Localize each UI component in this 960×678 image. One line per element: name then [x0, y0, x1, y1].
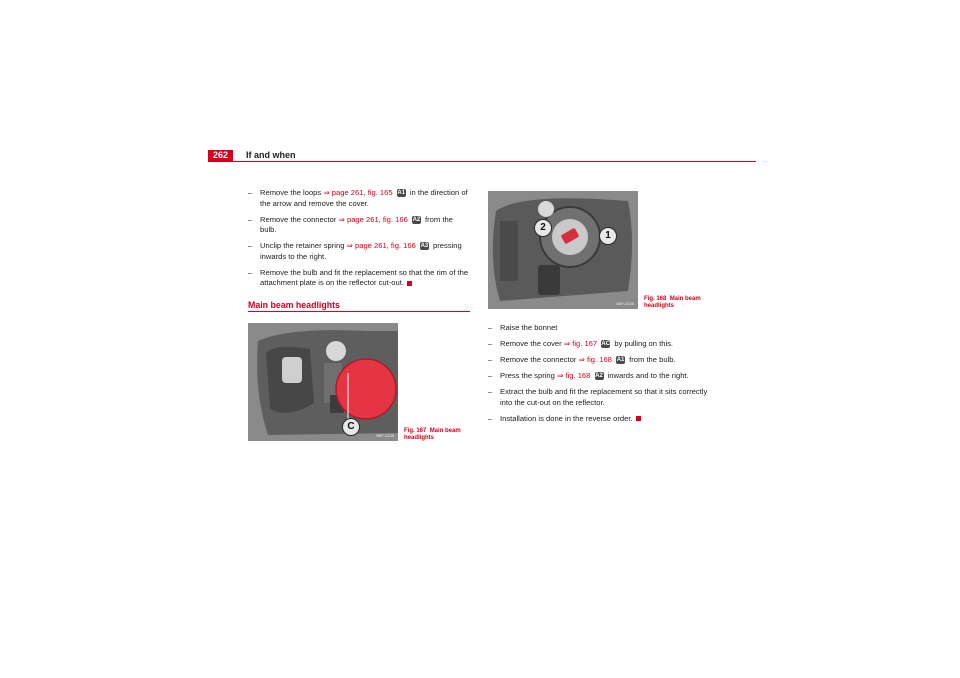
section-rule: [248, 311, 470, 312]
cross-reference-link[interactable]: ⇒ fig. 168: [556, 371, 591, 380]
list-item: – Remove the connector ⇒ page 261, fig. 166 A2 from the bulb.: [248, 214, 453, 234]
label-badge: A1: [616, 357, 625, 363]
figure-code: B5F-0136: [616, 301, 634, 306]
list-item: – Remove the loops ⇒ page 261, fig. 165 A1 in the direction of the arrow and remove the cover.: [248, 188, 468, 208]
cross-reference-link[interactable]: ⇒ fig. 167: [563, 339, 598, 348]
figure-167-image: [248, 323, 398, 441]
cross-reference-link[interactable]: ⇒ page 261, fig. 166: [338, 214, 408, 224]
label-badge: A1: [397, 190, 406, 196]
left-steps-list: [248, 188, 470, 294]
label-badge: A2: [595, 373, 603, 379]
label-badge: AC: [601, 341, 611, 347]
header-rule: [208, 161, 756, 162]
list-item: – Extract the bulb and fit the replacement so that it sits correctly into the cut-out on the reflector.: [488, 387, 708, 407]
section-title: Main beam headlights: [248, 300, 340, 310]
chapter-title: If and when: [246, 150, 296, 160]
headlight-rear-illustration-icon: [488, 191, 638, 309]
list-item: – Installation is done in the reverse order.: [488, 414, 710, 425]
callout-1-icon: 1: [599, 227, 617, 245]
callout-2-icon: 2: [534, 219, 552, 237]
label-badge: A3: [420, 243, 429, 249]
list-item: – Remove the connector ⇒ fig. 168 A1 from the bulb.: [488, 355, 676, 364]
figure-167-caption: Fig. 167 Main beam headlights: [404, 428, 461, 441]
callout-c-icon: C: [342, 418, 360, 436]
right-steps-list: [488, 323, 710, 430]
figure-code: B5F-0135: [376, 433, 394, 438]
figure-168-caption: Fig. 168 Main beam headlights: [644, 296, 701, 309]
list-item: – Press the spring ⇒ fig. 168 A2 inwards and to the right.: [488, 371, 689, 380]
list-item: – Unclip the retainer spring ⇒ page 261, fig. 166 A3 pressing inwards to the right.: [248, 241, 462, 261]
cross-reference-link[interactable]: ⇒ page 261, fig. 165: [323, 188, 393, 197]
page-number: 262: [208, 150, 233, 161]
list-item: – Remove the bulb and fit the replacement so that the rim of the attachment plate is on the reflector cut-out.: [248, 267, 469, 287]
end-marker-icon: [407, 281, 412, 286]
figure-168-image: [488, 191, 638, 309]
headlight-illustration-icon: [248, 323, 398, 441]
list-item: – Raise the bonnet: [488, 323, 558, 332]
cross-reference-link[interactable]: ⇒ page 261, fig. 166: [346, 241, 416, 250]
end-marker-icon: [636, 416, 641, 421]
label-badge: A2: [412, 216, 421, 223]
cross-reference-link[interactable]: ⇒ fig. 168: [578, 355, 612, 364]
list-item: – Remove the cover ⇒ fig. 167 AC by pulling on this.: [488, 339, 674, 348]
